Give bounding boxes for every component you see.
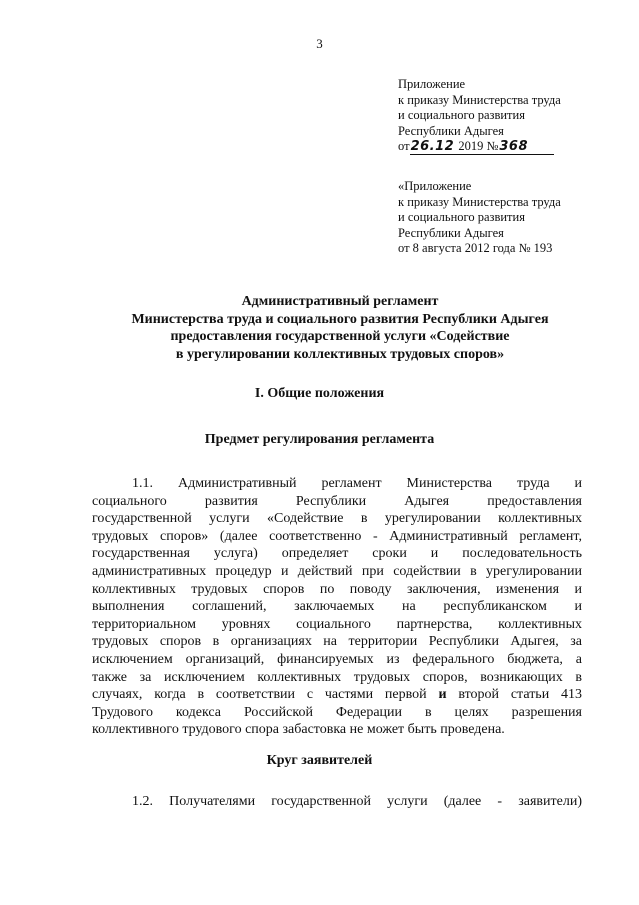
annex-line: и социального развития bbox=[398, 210, 525, 224]
annex-line: от 8 августа 2012 года № 193 bbox=[398, 241, 553, 255]
annex-current-block bbox=[398, 77, 598, 155]
annex-line: Приложение bbox=[398, 77, 466, 91]
title-line: в урегулировании коллективных трудовых споров» bbox=[175, 346, 505, 362]
paragraph-line: также за исключением коллективных трудовых споров, возникающих в bbox=[92, 669, 582, 685]
paragraph-line: исключением организаций, финансируемых из федерального бюджета, а bbox=[92, 651, 582, 667]
annex-line: Республики Адыгея bbox=[398, 225, 504, 240]
text-run: случаях, когда в соответствии с частями первой bbox=[92, 687, 439, 703]
section-heading: I. Общие положения bbox=[254, 386, 385, 401]
paragraph-line: выполнения соглашений, заключаемых на республиканском и bbox=[92, 599, 582, 615]
text-run: второй статьи 413 bbox=[446, 687, 583, 703]
paragraph-line: территориальном уровнях социального партнерства, коллективных bbox=[92, 616, 582, 632]
title-line: Административный регламент bbox=[241, 294, 439, 309]
handwritten-date: 26.12 bbox=[410, 139, 455, 154]
paragraph-line: Трудового кодекса Российской Федерации в целях разрешения bbox=[92, 704, 582, 720]
paragraph-1-1 bbox=[92, 475, 582, 739]
annex-line: Республики Адыгея bbox=[398, 123, 504, 138]
paragraph-line: 1.2. Получателями государственной услуги (далее - заявители) bbox=[132, 794, 582, 809]
year-text: 2019 № bbox=[455, 139, 499, 153]
subheading-applicants: Круг заявителей bbox=[266, 753, 373, 768]
document-title bbox=[60, 293, 620, 363]
handwritten-number: 368 bbox=[499, 139, 529, 154]
bold-conjunction: и bbox=[438, 687, 447, 703]
title-line: предоставления государственной услуги «Содействие bbox=[170, 329, 510, 344]
annex-line: к приказу Министерства труда bbox=[398, 92, 561, 107]
paragraph-line: 1.1. Административный регламент Министерства труда и bbox=[132, 476, 582, 491]
paragraph-line bbox=[92, 686, 582, 704]
date-prefix: от bbox=[398, 139, 410, 153]
paragraph-1-2 bbox=[92, 793, 582, 811]
paragraph-line: государственная услуга) определяет сроки и последовательность bbox=[92, 546, 582, 562]
paragraph-line: социального развития Республики Адыгея предоставления bbox=[92, 493, 582, 509]
annex-date-line bbox=[398, 139, 598, 155]
annex-previous-block bbox=[398, 179, 598, 257]
paragraph-line: коллективных трудовых споров по поводу заключения, изменения и bbox=[92, 581, 582, 597]
page-number: 3 bbox=[316, 36, 323, 51]
paragraph-line: государственной услуги «Содействие в урегулировании коллективных bbox=[92, 511, 582, 527]
paragraph-line: коллективного трудового спора забастовка не может быть проведена. bbox=[92, 722, 505, 738]
date-field bbox=[410, 139, 554, 155]
title-line: Министерства труда и социального развития Республики Адыгея bbox=[131, 311, 549, 327]
paragraph-line: трудовых споров» (далее соответственно - Административный регламент, bbox=[92, 528, 582, 544]
paragraph-line: трудовых споров в организациях на территории Республики Адыгея, за bbox=[92, 634, 582, 650]
annex-line: и социального развития bbox=[398, 108, 525, 122]
paragraph-line: административных процедур и действий при содействии в урегулировании bbox=[92, 563, 582, 579]
annex-line: «Приложение bbox=[398, 179, 472, 193]
annex-line: к приказу Министерства труда bbox=[398, 194, 561, 209]
subheading-regulation-subject: Предмет регулирования регламента bbox=[204, 432, 435, 447]
